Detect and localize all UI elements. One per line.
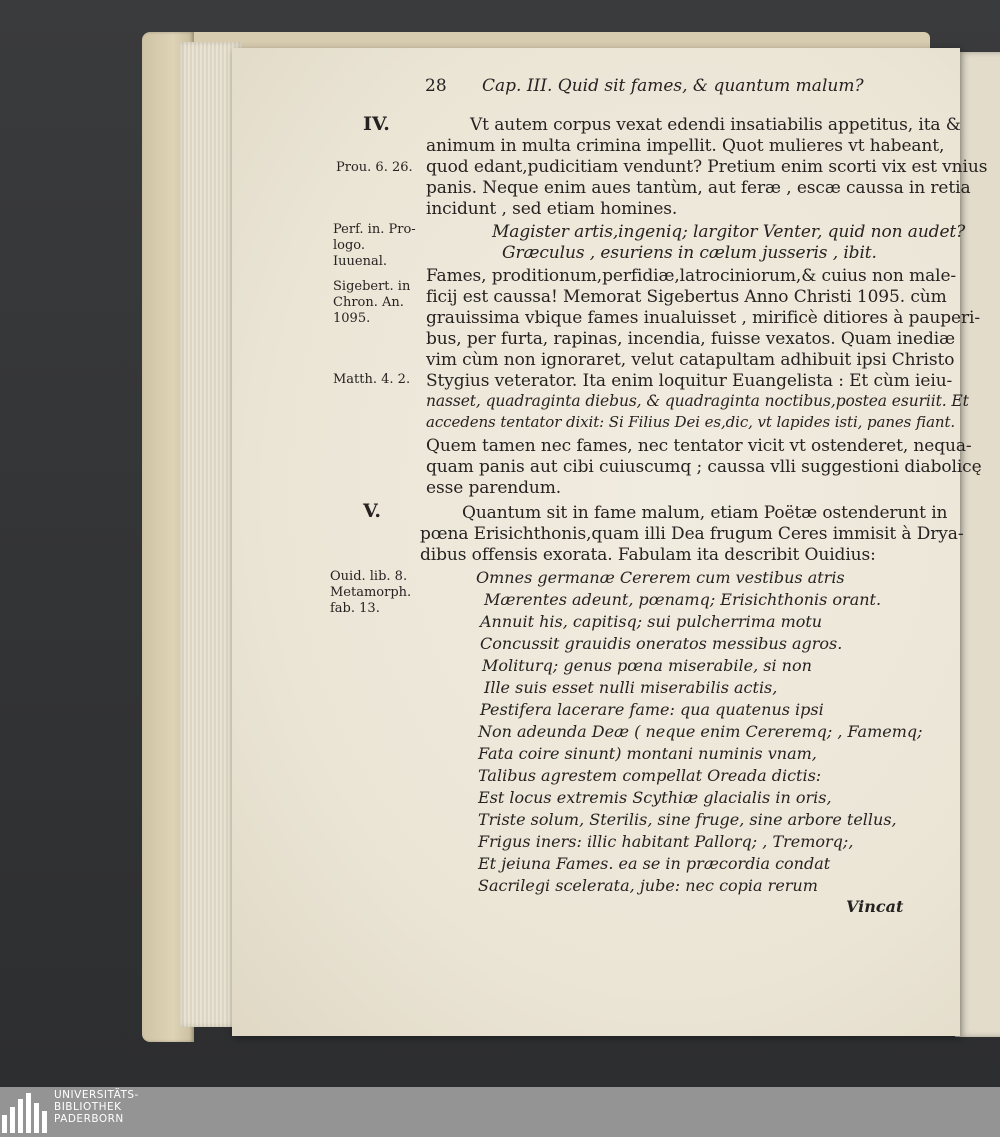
verse-line: Ille suis esset nulli miserabilis actis,	[484, 678, 778, 697]
margin-note: logo.	[333, 238, 366, 253]
verse-line: Talibus agrestem compellat Oreada dictis:	[478, 766, 822, 785]
library-name-line: PADERBORN	[54, 1113, 124, 1125]
verse-line: Et jeiuna Fames. ea se in præcordia condat	[478, 854, 831, 873]
library-name-line: BIBLIOTHEK	[54, 1101, 122, 1113]
verse-line: Omnes germanæ Cererem cum vestibus atris	[476, 568, 845, 587]
margin-note: Perf. in. Pro-	[333, 222, 416, 237]
verse-line: Fata coire sinunt) montani numinis vnam,	[478, 744, 817, 763]
section-numeral: V.	[363, 500, 382, 522]
body-line: grauissima vbique fames inualuisset , mirificè ditiores à pauperi-	[426, 308, 981, 328]
margin-note: 1095.	[333, 311, 371, 326]
page-number: 28	[425, 76, 447, 96]
verse-line: Non adeunda Deæ ( neque enim Cereremq; , Famemq;	[478, 722, 923, 741]
body-line: esse parendum.	[426, 478, 562, 498]
body-line: bus, per furta, rapinas, incendia, fuisse vexatos. Quam inediæ	[426, 329, 956, 349]
body-line: quam panis aut cibi cuiuscumq ; caussa vlli suggestioni diabolicę	[426, 457, 982, 477]
library-name-line: UNIVERSITÄTS-	[54, 1089, 139, 1101]
body-line: Stygius veterator. Ita enim loquitur Euangelista : Et cùm ieiu-	[426, 371, 953, 391]
margin-note: Prou. 6. 26.	[336, 160, 413, 175]
verse-line: Triste solum, Sterilis, sine fruge, sine arbore tellus,	[478, 810, 897, 829]
catchword: Vincat	[846, 897, 904, 916]
body-line: accedens tentator dixit: Si Filius Dei es,dic, vt lapides isti, panes fiant.	[426, 413, 956, 431]
margin-note: Matth. 4. 2.	[333, 372, 411, 387]
margin-note: Iuuenal.	[333, 254, 387, 269]
library-footer-bar	[0, 1087, 1000, 1137]
verse-line: Concussit grauidis oneratos messibus agros.	[480, 634, 843, 653]
library-logo-icon	[0, 1091, 48, 1133]
verse-line: Frigus iners: illic habitant Pallorq; , Tremorq;,	[478, 832, 854, 851]
verse-line: Sacrilegi scelerata, jube: nec copia rerum	[478, 876, 818, 895]
body-line: Quem tamen nec fames, nec tentator vicit vt ostenderet, nequa-	[426, 436, 972, 456]
margin-note: Sigebert. in	[333, 279, 411, 294]
margin-note: Ouid. lib. 8.	[330, 569, 408, 584]
body-line: quod edant,pudicitiam vendunt? Pretium enim scorti vix est vnius	[426, 157, 988, 177]
body-line: pœna Erisichthonis,quam illi Dea frugum Ceres immisit à Drya-	[420, 524, 964, 544]
body-line: Fames, proditionum,perfidiæ,latrociniorum,& cuius non male-	[426, 266, 957, 286]
body-line: animum in multa crimina impellit. Quot mulieres vt habeant,	[426, 136, 945, 156]
quote-line: Magister artis,ingeniq; largitor Venter, quid non audet?	[492, 222, 966, 242]
body-line: ficij est caussa! Memorat Sigebertus Anno Christi 1095. cùm	[426, 287, 947, 307]
margin-note: Metamorph.	[330, 585, 412, 600]
verse-line: Est locus extremis Scythiæ glacialis in oris,	[478, 788, 832, 807]
body-line: dibus offensis exorata. Fabulam ita describit Ouidius:	[420, 545, 876, 565]
margin-note: fab. 13.	[330, 601, 380, 616]
body-line: nasset, quadraginta diebus, & quadraginta noctibus,postea esuriit. Et	[426, 392, 969, 410]
body-line: Quantum sit in fame malum, etiam Poëtæ ostenderunt in	[462, 503, 948, 523]
body-line: incidunt , sed etiam homines.	[426, 199, 678, 219]
body-line: panis. Neque enim aues tantùm, aut feræ , escæ caussa in retia	[426, 178, 971, 198]
facing-page-edge	[955, 52, 1000, 1037]
section-numeral: IV.	[363, 113, 390, 135]
quote-line: Græculus , esuriens in cælum jusseris , ibit.	[502, 243, 877, 263]
verse-line: Pestifera lacerare fame: qua quatenus ipsi	[480, 700, 824, 719]
running-header: Cap. III. Quid sit fames, & quantum malum?	[482, 76, 864, 96]
verse-line: Moliturq; genus pœna miserabile, si non	[482, 656, 812, 675]
margin-note: Chron. An.	[333, 295, 404, 310]
verse-line: Mærentes adeunt, pœnamq; Erisichthonis orant.	[484, 590, 882, 609]
body-line: vim cùm non ignoraret, velut catapultam adhibuit ipsi Christo	[426, 350, 955, 370]
verse-line: Annuit his, capitisq; sui pulcherrima motu	[480, 612, 823, 631]
body-line: Vt autem corpus vexat edendi insatiabilis appetitus, ita &	[470, 115, 961, 135]
